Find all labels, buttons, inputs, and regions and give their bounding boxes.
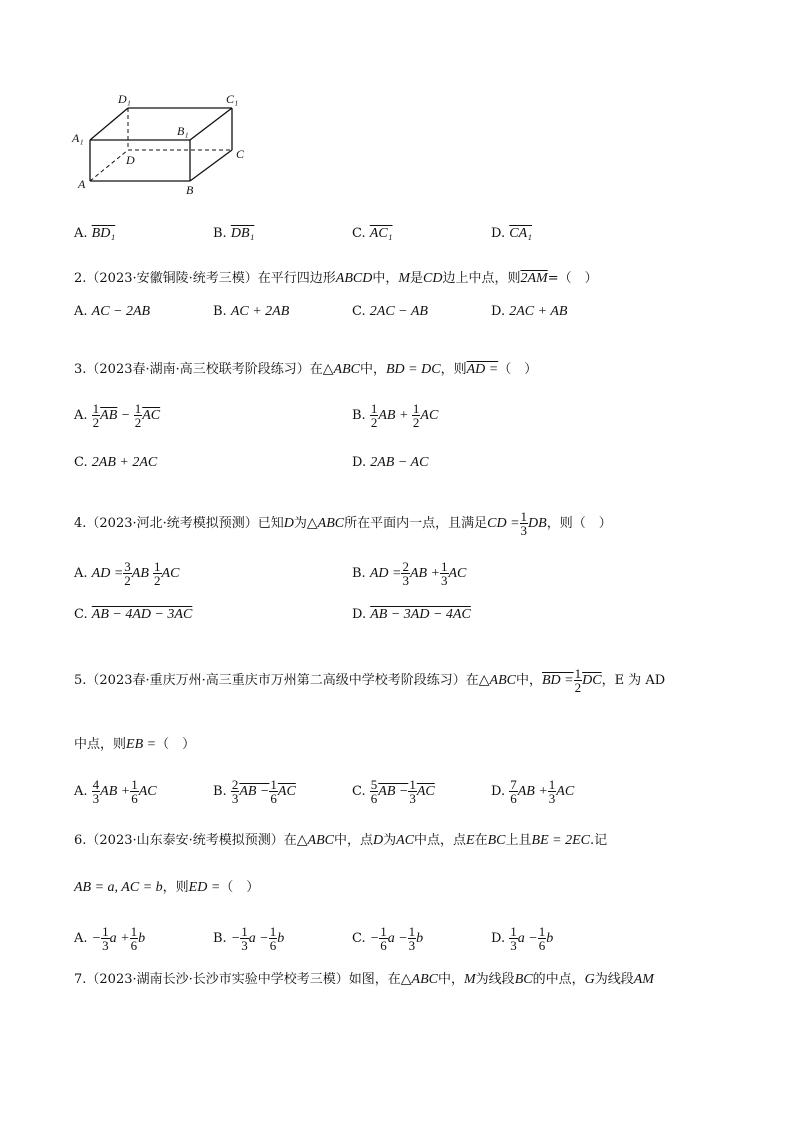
q6-option-b[interactable]: B. − $\frac{1}{3}$ a − $\frac{1}{6}$ b [213,924,285,953]
q2-option-c[interactable]: C. 2AC − AB [352,304,428,319]
q5-option-a[interactable]: A. $\frac{4}{3}$ AB + $\frac{1}{6}$ AC [74,777,157,806]
q3-option-c[interactable]: C. 2AB + 2AC [74,455,158,470]
q6-option-a[interactable]: A. − $\frac{1}{3}$ a + $\frac{1}{6}$ b [74,924,146,953]
label-A1: A₁ [72,131,84,145]
q3-option-b[interactable]: B. $\frac{1}{2}$ AB + $\frac{1}{2}$ AC [352,401,439,430]
q1-option-c[interactable]: C. AC₁ [352,226,393,241]
q5-stem-line2: 中点，则EB =（ ） [74,737,196,752]
q1-option-b[interactable]: B. DB₁ [213,226,255,241]
q2-option-d[interactable]: D. 2AC + AB [491,304,568,319]
q5-option-c[interactable]: C. $\frac{5}{6}$ AB − $\frac{1}{3}$ $\overline{AC}$ [352,777,435,806]
label-B: B [186,183,194,197]
q6-stem-line2: AB = a, AC = b，则ED =（ ） [74,880,260,895]
q5-option-b[interactable]: B. $\frac{2}{3}$ AB − $\frac{1}{6}$ $\overline{AC}$ [213,777,296,806]
cuboid-figure [60,88,260,198]
q1-option-d[interactable]: D. CA₁ [491,226,532,241]
q2-option-a[interactable]: A. AC − 2AB [74,304,151,319]
q3-stem: 3.（2023春·湖南·高三校联考阶段练习）在△ABC中，BD = DC，则AD =（ ） [74,362,538,377]
q6-stem: 6.（2023·山东泰安·统考模拟预测）在△ABC中，点D为AC中点，点E在BC上且BE = 2EC.记 [74,833,608,848]
q2-stem: 2.（2023·安徽铜陵·统考三模）在平行四边形ABCD中，M是CD边上中点，则2AM=（ ） [74,271,598,286]
q4-option-c[interactable]: C. AB − 4AD − 3AC [74,607,193,622]
label-C: C [236,147,245,161]
q4-option-d[interactable]: D. AB − 3AD − 4AC [352,607,471,622]
q5-option-d[interactable]: D. $\frac{7}{6}$ AB + $\frac{1}{3}$ AC [491,777,575,806]
q3-option-a[interactable]: A. $\frac{1}{2}$ $\overline{AB}$ − $\frac{1}{2}$ $\overline{AC}$ [74,401,161,430]
q6-option-d[interactable]: D. $\frac{1}{3}$ a − $\frac{1}{6}$ b [491,924,554,953]
q5-stem: 5.（2023春·重庆万州·高三重庆市万州第二高级中学校考阶段练习）在△ABC中，BD = $\frac{1}{2}$ $\overline{DC}$，E 为 AD [74,666,666,695]
q1-option-a[interactable]: A. BD₁ [74,226,116,241]
label-C1: C₁ [226,92,239,106]
label-D1: D₁ [118,92,131,106]
q7-stem: 7.（2023·湖南长沙·长沙市实验中学校考三模）如图，在△ABC中，M为线段BC的中点，G为线段AM [74,972,654,987]
q3-option-d[interactable]: D. 2AB − AC [352,455,429,470]
q4-option-b[interactable]: B. AD = $\frac{2}{3}$ AB + $\frac{1}{3}$ AC [352,559,467,588]
label-A: A [78,177,86,191]
label-D: D [126,153,135,167]
label-B1: B₁ [177,124,189,138]
q6-option-c[interactable]: C. − $\frac{1}{6}$ a − $\frac{1}{3}$ b [352,924,424,953]
q4-option-a[interactable]: A. AD = $\frac{3}{2}$ AB $\frac{1}{2}$ AC [74,559,180,588]
q2-option-b[interactable]: B. AC + 2AB [213,304,290,319]
q4-stem: 4.（2023·河北·统考模拟预测）已知D为△ABC所在平面内一点，且满足CD = $\frac{1}{3}$ DB，则（ ） [74,509,612,538]
